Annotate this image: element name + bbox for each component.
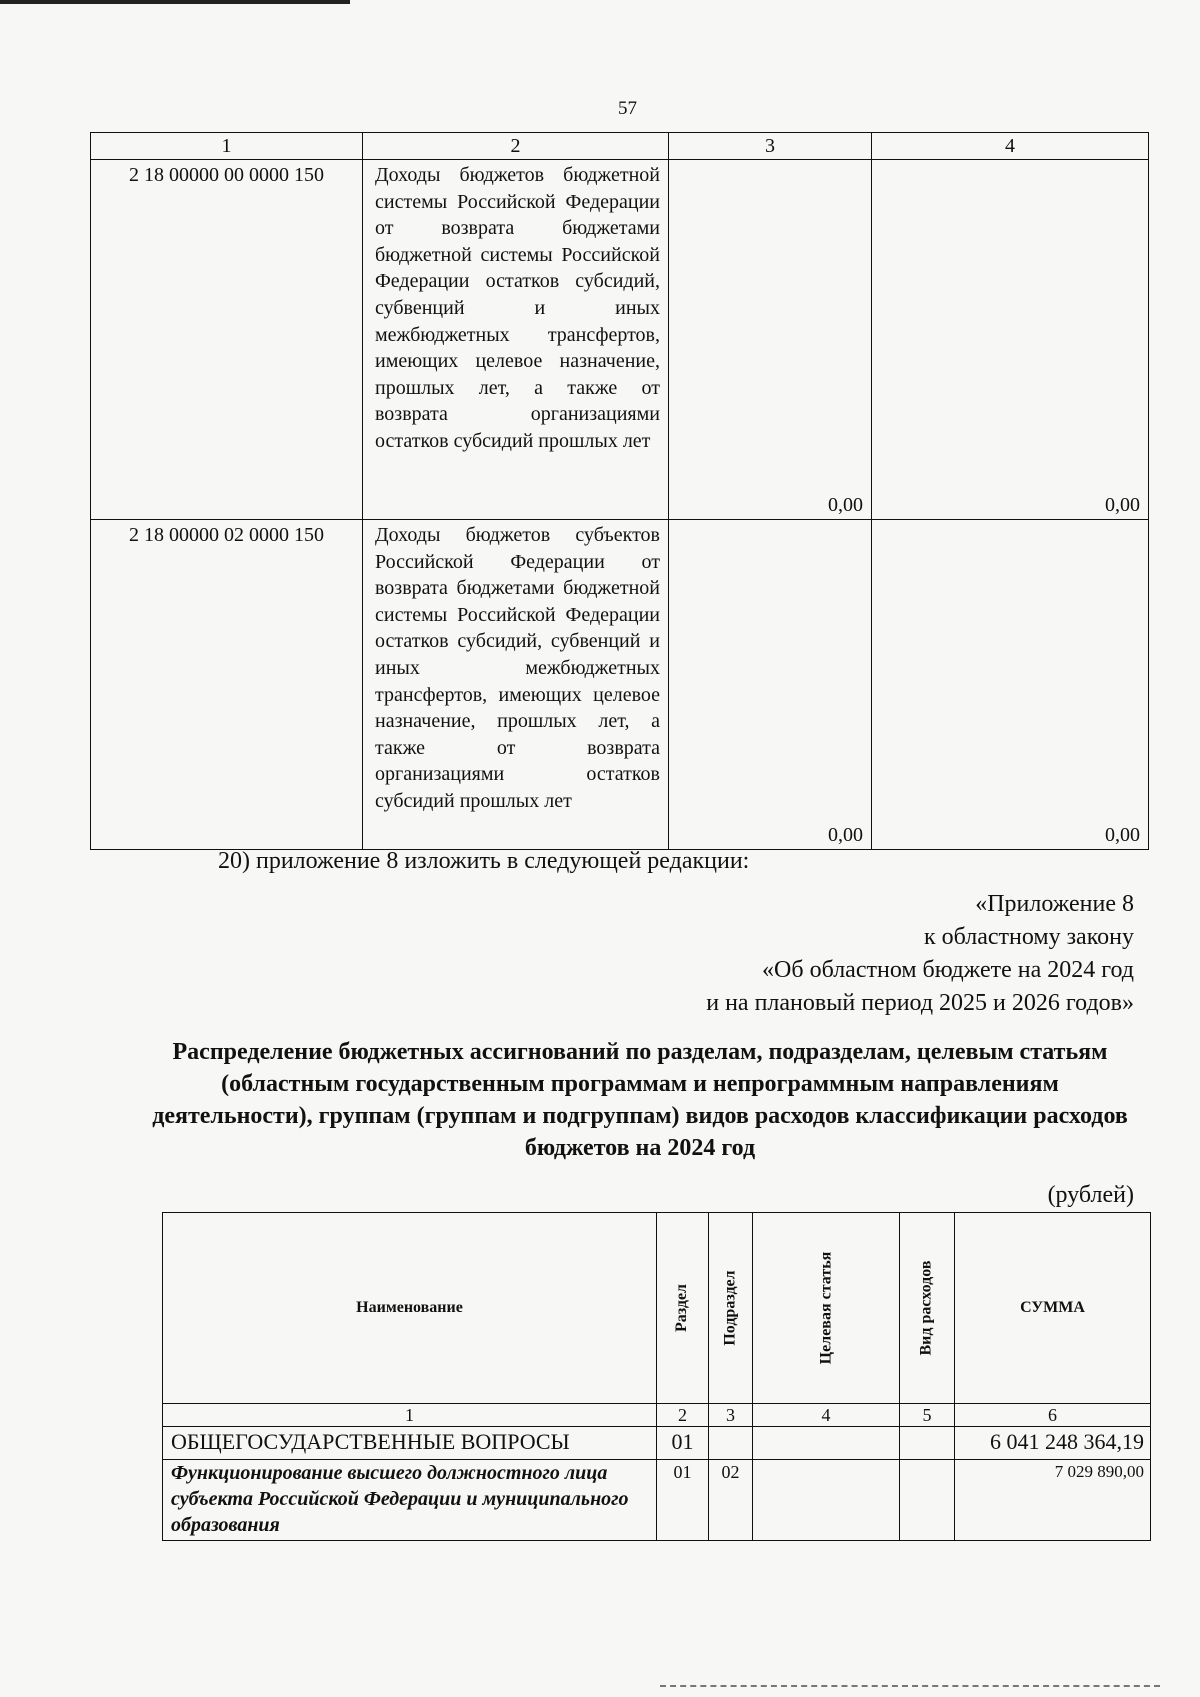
header-name: Наименование <box>163 1213 657 1404</box>
column-number: 6 <box>955 1404 1151 1427</box>
column-number: 4 <box>872 133 1149 160</box>
scan-edge-mark <box>660 1685 1160 1689</box>
header-expense-type <box>900 1213 955 1404</box>
column-number: 2 <box>657 1404 709 1427</box>
appendix-heading <box>706 888 1134 1020</box>
header-section-label: Раздел <box>673 1283 691 1333</box>
column-number: 3 <box>669 133 872 160</box>
appendix-line: и на плановый период 2025 и 2026 годов» <box>706 990 1134 1016</box>
document-title: Распределение бюджетных ассигнований по разделам, подразделам, целевым статьям (областным государственным программам и непрограммным направлениям деятельности), группам (группам и подгруппам) видов расходов классификации расходов бюджетов на 2024 год <box>152 1039 1128 1161</box>
row-sum: 6 041 248 364,19 <box>955 1427 1151 1460</box>
income-description: Доходы бюджетов бюджетной системы Российской Федерации от возврата бюджетами бюджетной системы Российской Федерации остатков субсидий, субвенций и иных межбюджетных трансфертов, имеющих целевое назначение, прошлых лет, а также от возврата организациями остатков субсидий прошлых лет <box>363 160 669 520</box>
amount-col4: 0,00 <box>872 160 1149 520</box>
table-row <box>91 520 1149 850</box>
row-section: 01 <box>657 1460 709 1541</box>
row-section: 01 <box>657 1427 709 1460</box>
amount-col4: 0,00 <box>872 520 1149 850</box>
header-expense-type-label: Вид расходов <box>918 1260 936 1356</box>
amount-col3: 0,00 <box>669 160 872 520</box>
table-row <box>91 160 1149 520</box>
row-expense-type <box>900 1427 955 1460</box>
page-number: 57 <box>618 98 637 119</box>
amount-col3: 0,00 <box>669 520 872 850</box>
row-subsection <box>709 1427 753 1460</box>
header-section <box>657 1213 709 1404</box>
header-target <box>753 1213 900 1404</box>
column-numbers-row <box>163 1404 1151 1427</box>
header-subsection <box>709 1213 753 1404</box>
units-label: (рублей) <box>1047 1182 1134 1208</box>
header-target-label: Целевая статья <box>816 1251 834 1365</box>
row-subsection: 02 <box>709 1460 753 1541</box>
row-name: Функционирование высшего должностного лица субъекта Российской Федерации и муниципального образования <box>163 1460 657 1541</box>
scan-edge-mark <box>0 0 350 4</box>
column-number: 4 <box>753 1404 900 1427</box>
revenue-table-header <box>91 133 1149 160</box>
table-row <box>163 1460 1151 1541</box>
budget-code: 2 18 00000 02 0000 150 <box>91 520 363 850</box>
income-description: Доходы бюджетов субъектов Российской Федерации от возврата бюджетами бюджетной системы Российской Федерации остатков субсидий, субвенций и иных межбюджетных трансфертов, имеющих целевое назначение, прошлых лет, а также от возврата организациями остатков субсидий прошлых лет <box>363 520 669 850</box>
appendix-line: «Приложение 8 <box>975 891 1134 917</box>
appendix-line: «Об областном бюджете на 2024 год <box>762 957 1134 983</box>
table-row <box>163 1427 1151 1460</box>
budget-code: 2 18 00000 00 0000 150 <box>91 160 363 520</box>
header-subsection-label: Подраздел <box>721 1270 739 1346</box>
column-number: 1 <box>91 133 363 160</box>
row-target <box>753 1460 900 1541</box>
budget-table-header <box>163 1213 1151 1404</box>
amendment-paragraph: 20) приложение 8 изложить в следующей редакции: <box>218 848 750 874</box>
row-target <box>753 1427 900 1460</box>
column-number: 1 <box>163 1404 657 1427</box>
row-sum: 7 029 890,00 <box>955 1460 1151 1541</box>
appendix-line: к областному закону <box>923 924 1134 950</box>
row-name: ОБЩЕГОСУДАРСТВЕННЫЕ ВОПРОСЫ <box>163 1427 657 1460</box>
header-sum: СУММА <box>955 1213 1151 1404</box>
column-number: 5 <box>900 1404 955 1427</box>
column-number: 2 <box>363 133 669 160</box>
column-number: 3 <box>709 1404 753 1427</box>
budget-allocation-table <box>162 1212 1151 1541</box>
row-expense-type <box>900 1460 955 1541</box>
revenue-table <box>90 132 1149 850</box>
